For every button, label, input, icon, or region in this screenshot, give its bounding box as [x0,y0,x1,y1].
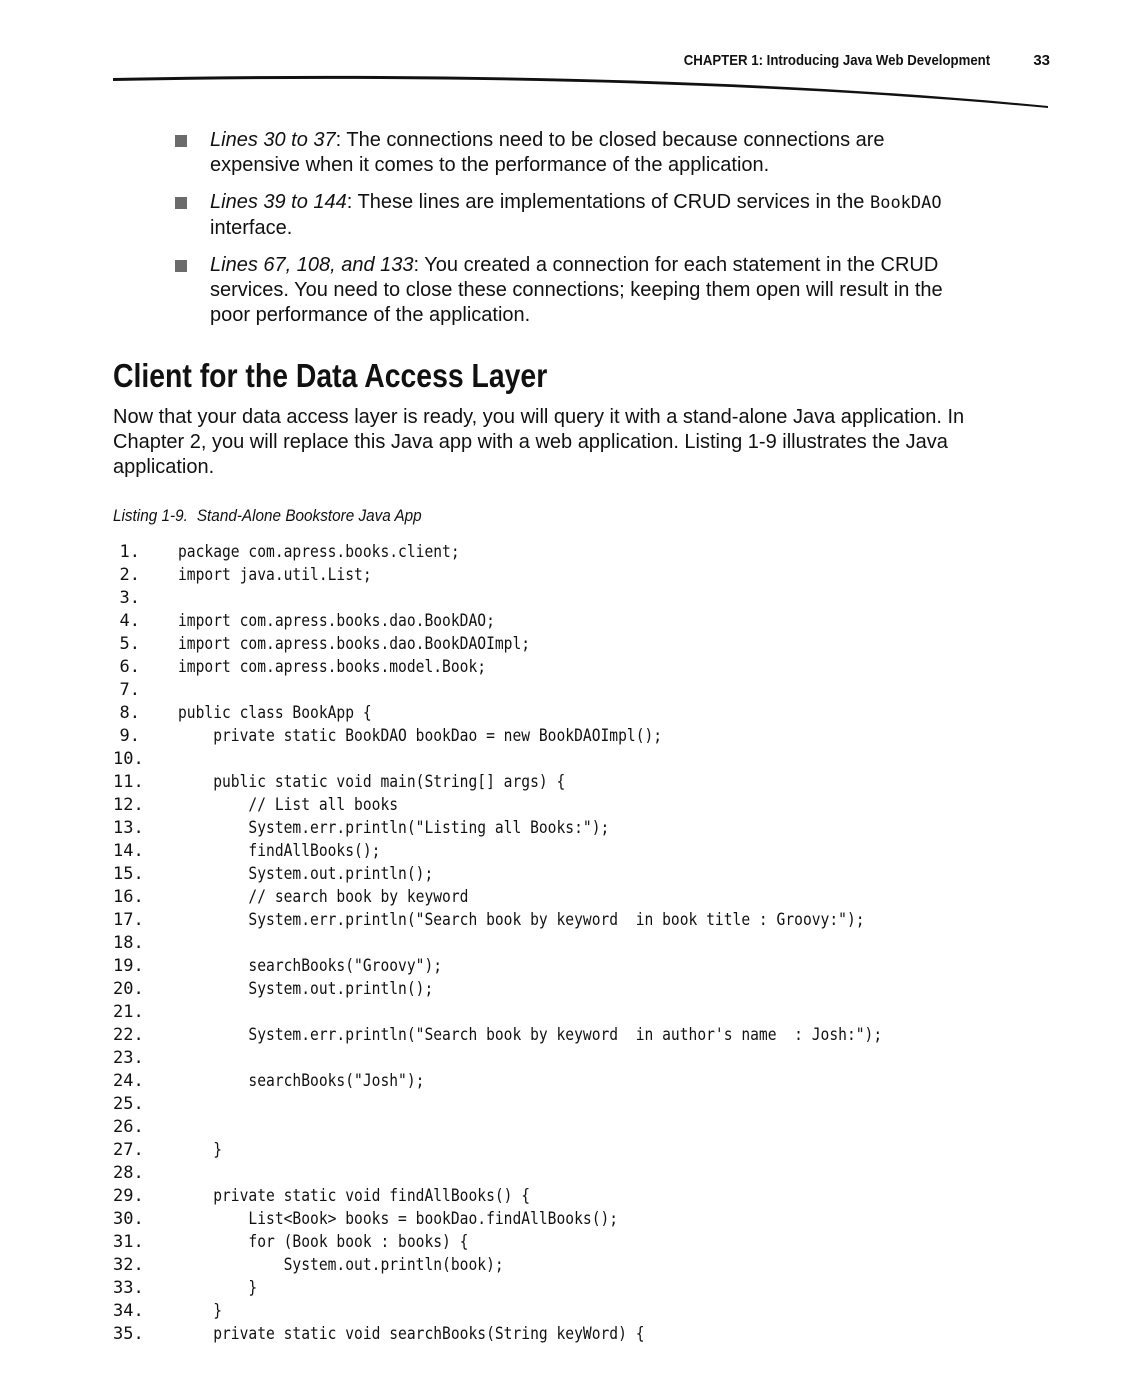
code-line [113,748,144,771]
code-text: System.err.println("Search book by keyword in book title : Groovy:"); [178,910,865,930]
code-text: List<Book> books = bookDao.findAllBooks(); [178,1209,619,1229]
code-line [113,771,566,794]
code-line [113,932,144,955]
code-line [113,541,460,564]
bullet-text: : You created a connection for each statement in the CRUD services. You need to close these connections; keeping them open will result in the poor performance of the application. [210,254,943,326]
code-text: import java.util.List; [178,565,372,585]
code-text: import com.apress.books.model.Book; [178,657,487,677]
line-number: 25. [113,1094,144,1114]
code-line [113,679,140,702]
code-text: searchBooks("Groovy"); [178,956,443,976]
code-line [113,1300,223,1323]
bullet-item [172,128,972,178]
listing-caption [113,505,422,527]
listing-title: Stand-Alone Bookstore Java App [196,506,422,525]
line-number: 27. [113,1140,144,1160]
code-text: private static void searchBooks(String keyWord) { [178,1324,645,1344]
code-line [113,863,434,886]
code-line [113,1116,144,1139]
bullet-lead: Lines 39 to 144 [210,191,347,213]
bullet-text: : The connections need to be closed because connections are expensive when it comes to the performance of the application. [210,129,885,176]
line-number: 11. [113,772,144,792]
code-text: public class BookApp { [178,703,372,723]
page-number: 33 [1033,52,1050,69]
code-line [113,978,434,1001]
code-text: import com.apress.books.dao.BookDAOImpl; [178,634,531,654]
code-line [113,610,495,633]
line-number: 26. [113,1117,144,1137]
code-line [113,1070,425,1093]
line-number: 22. [113,1025,144,1045]
line-number: 2. [119,565,140,585]
code-text: System.err.println("Listing all Books:"); [178,818,610,838]
bullet-item [172,190,972,241]
code-line [113,909,865,932]
line-number: 21. [113,1002,144,1022]
header-swoosh-rule [0,70,1125,115]
line-number: 5. [119,634,140,654]
line-number: 4. [119,611,140,631]
line-number: 12. [113,795,144,815]
code-line [113,725,663,748]
bullet-item [172,253,972,328]
line-number: 30. [113,1209,144,1229]
line-number: 34. [113,1301,144,1321]
line-number: 35. [113,1324,144,1344]
line-number: 15. [113,864,144,884]
code-line [113,1208,619,1231]
code-listing [113,541,883,1346]
code-text: } [178,1278,258,1298]
code-line [113,1323,645,1346]
chapter-title: CHAPTER 1: Introducing Java Web Development [683,52,990,69]
code-line [113,1001,144,1024]
line-number: 6. [119,657,140,677]
line-number: 9. [119,726,140,746]
listing-label: Listing 1-9. [113,506,188,525]
bullet-lead: Lines 30 to 37 [210,129,336,151]
code-line [113,1162,144,1185]
code-text: import com.apress.books.dao.BookDAO; [178,611,495,631]
code-text: System.out.println(); [178,979,434,999]
line-number: 7. [119,680,140,700]
code-text: System.out.println(book); [178,1255,504,1275]
code-line [113,840,381,863]
code-line [113,564,372,587]
bullet-text-tail: interface. [210,217,293,239]
code-text: // List all books [178,795,399,815]
code-text: public static void main(String[] args) { [178,772,566,792]
code-text: // search book by keyword [178,887,469,907]
code-text: } [178,1301,223,1321]
code-line [113,794,399,817]
bullet-square-icon [175,260,187,272]
code-line [113,1254,504,1277]
line-number: 16. [113,887,144,907]
line-number: 33. [113,1278,144,1298]
bullet-lead: Lines 67, 108, and 133 [210,254,414,276]
code-text: private static BookDAO bookDao = new BookDAOImpl(); [178,726,663,746]
line-number: 18. [113,933,144,953]
code-text: System.out.println(); [178,864,434,884]
line-number: 13. [113,818,144,838]
code-line [113,1231,469,1254]
code-line [113,886,469,909]
line-number: 3. [119,588,140,608]
line-number: 1. [119,542,140,562]
line-number: 17. [113,910,144,930]
line-number: 20. [113,979,144,999]
code-line [113,1277,258,1300]
bullet-square-icon [175,197,187,209]
code-line [113,702,372,725]
bullet-list [172,128,972,340]
code-text: } [178,1140,223,1160]
code-line [113,1024,883,1047]
code-line [113,817,610,840]
code-text: searchBooks("Josh"); [178,1071,425,1091]
inline-code: BookDAO [869,193,942,213]
code-text: private static void findAllBooks() { [178,1186,531,1206]
line-number: 14. [113,841,144,861]
section-heading: Client for the Data Access Layer [113,357,548,394]
code-text: for (Book book : books) { [178,1232,469,1252]
line-number: 32. [113,1255,144,1275]
body-paragraph: Now that your data access layer is ready, you will query it with a stand-alone Java application. In Chapter 2, you will replace this Java app with a web application. Listing 1-9 illustrates the Java application. [113,406,965,478]
code-line [113,1047,144,1070]
code-line [113,955,443,978]
line-number: 31. [113,1232,144,1252]
code-text: System.err.println("Search book by keyword in author's name : Josh:"); [178,1025,883,1045]
line-number: 19. [113,956,144,976]
code-line [113,656,487,679]
code-line [113,1093,144,1116]
line-number: 28. [113,1163,144,1183]
line-number: 8. [119,703,140,723]
code-line [113,1185,531,1208]
code-line [113,587,140,610]
line-number: 23. [113,1048,144,1068]
bullet-square-icon [175,135,187,147]
code-text: package com.apress.books.client; [178,542,460,562]
bullet-text: : These lines are implementations of CRUD services in the [346,191,870,213]
line-number: 29. [113,1186,144,1206]
line-number: 10. [113,749,144,769]
code-line [113,1139,223,1162]
code-text: findAllBooks(); [178,841,381,861]
line-number: 24. [113,1071,144,1091]
code-line [113,633,531,656]
